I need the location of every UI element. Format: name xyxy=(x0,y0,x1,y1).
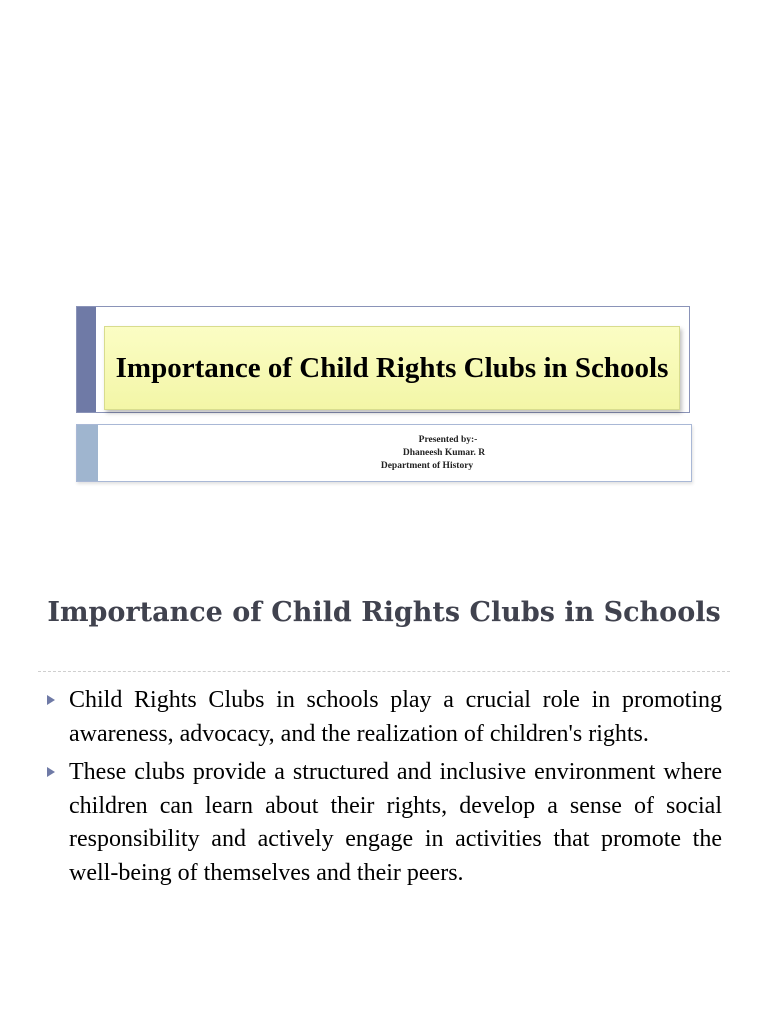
presenter-department: Department of History xyxy=(380,461,474,471)
bullet-list xyxy=(45,684,722,895)
slide-heading: Importance of Child Rights Clubs in Schools xyxy=(47,597,721,628)
heading-divider xyxy=(38,671,730,672)
bullet-item xyxy=(45,756,722,890)
bullet-text: Child Rights Clubs in schools play a crucial role in promoting awareness, advocacy, and the realization of children's rights. xyxy=(69,687,722,747)
triangle-bullet-icon xyxy=(47,695,55,705)
title-accent-bar xyxy=(77,307,96,412)
title-frame xyxy=(76,306,690,413)
content-slide xyxy=(0,560,768,1024)
bullet-item xyxy=(45,684,722,751)
title-box xyxy=(104,326,680,410)
presented-by-label: Presented by:- xyxy=(418,435,478,445)
subtitle-accent-bar xyxy=(77,425,98,481)
presenter-info xyxy=(237,434,617,473)
slide-title: Importance of Child Rights Clubs in Schools xyxy=(115,352,669,384)
bullet-text: These clubs provide a structured and inclusive environment where children can learn about their rights, develop a sense of social responsibility and actively engage in activities that promote the well-being of themselves and their peers. xyxy=(69,759,722,886)
subtitle-frame xyxy=(76,424,692,482)
triangle-bullet-icon xyxy=(47,767,55,777)
presenter-name: Dhaneesh Kumar. R xyxy=(402,448,486,458)
